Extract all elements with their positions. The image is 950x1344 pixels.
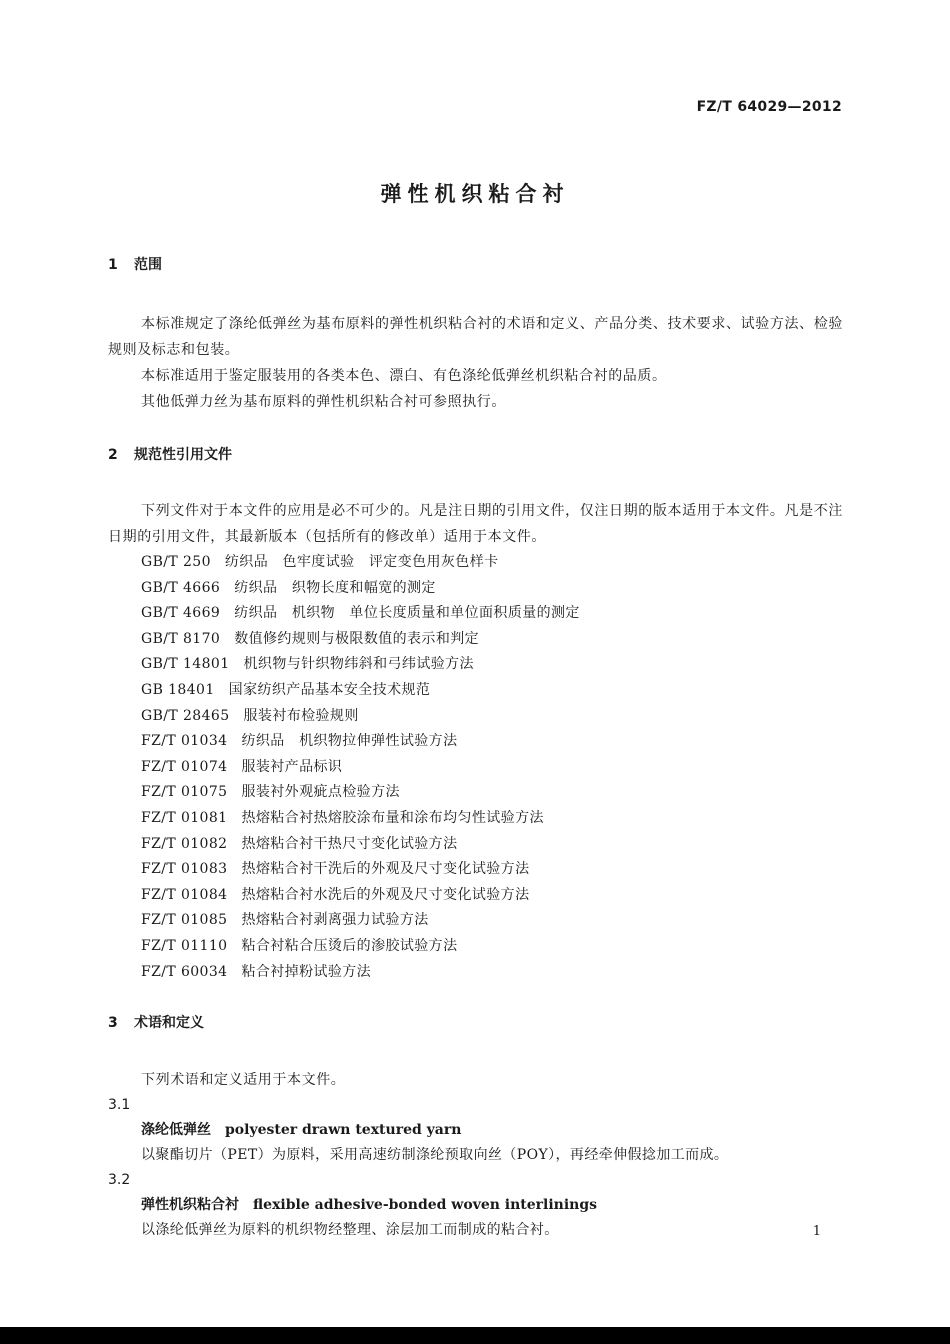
clause-number: 3.1 (108, 1097, 131, 1114)
reference-code: FZ/T 01081 (141, 809, 228, 826)
reference-title: 粘合衬粘合压烫后的渗胶试验方法 (241, 937, 458, 954)
paragraph: 其他低弹力丝为基布原料的弹性机织粘合衬可参照执行。 (141, 394, 506, 410)
reference-item (108, 908, 843, 934)
reference-code: FZ/T 01085 (141, 912, 228, 929)
term-english: polyester drawn textured yarn (225, 1122, 462, 1139)
reference-title: 服装衬外观疵点检验方法 (241, 784, 400, 801)
reference-code: GB 18401 (141, 681, 215, 698)
clause-number: 3.2 (108, 1172, 131, 1189)
section-number: 1 (108, 257, 118, 273)
paragraph: 本标准规定了涤纶低弹丝为基布原料的弹性机织粘合衬的术语和定义、产品分类、技术要求、试验方法、检验规则及标志和包装。 (108, 316, 843, 358)
reference-item (108, 934, 843, 960)
reference-title: 热熔粘合衬干洗后的外观及尺寸变化试验方法 (241, 861, 530, 878)
document-title: 弹性机织粘合衬 (380, 182, 570, 206)
reference-title: 数值修约规则与极限数值的表示和判定 (234, 630, 480, 647)
reference-code: FZ/T 01110 (141, 937, 228, 954)
reference-item (108, 652, 843, 678)
term-chinese: 涤纶低弹丝 (141, 1122, 211, 1139)
reference-code: FZ/T 01082 (141, 835, 228, 852)
reference-code: GB/T 28465 (141, 707, 230, 724)
reference-title: 粘合衬掉粉试验方法 (241, 963, 372, 980)
reference-item (108, 806, 843, 832)
term-definition: 以涤纶低弹丝为原料的机织物经整理、涂层加工而制成的粘合衬。 (141, 1222, 559, 1239)
standard-number: FZ/T 64029—2012 (696, 99, 842, 115)
reference-item (108, 832, 843, 858)
section-2-heading (108, 445, 843, 465)
reference-item (108, 883, 843, 909)
reference-title: 热熔粘合衬热熔胶涂布量和涂布均匀性试验方法 (241, 809, 544, 826)
reference-item (108, 678, 843, 704)
section-title: 术语和定义 (134, 1015, 204, 1032)
section-3-heading (108, 1013, 843, 1033)
reference-code: GB/T 14801 (141, 656, 230, 673)
reference-title: 热熔粘合衬剥离强力试验方法 (241, 912, 429, 929)
section-title: 规范性引用文件 (134, 447, 232, 463)
reference-title: 热熔粘合衬干热尺寸变化试验方法 (241, 835, 458, 852)
document-body (108, 255, 843, 1243)
reference-title: 纺织品 机织物拉伸弹性试验方法 (241, 733, 458, 750)
reference-code: FZ/T 01084 (141, 886, 228, 903)
reference-code: GB/T 250 (141, 554, 211, 570)
term-definition: 以聚酯切片（PET）为原料，采用高速纺制涤纶预取向丝（POY），再经牵伸假捻加工而成。 (141, 1147, 729, 1164)
reference-item (108, 601, 843, 627)
term-chinese: 弹性机织粘合衬 (141, 1197, 239, 1214)
reference-item (108, 729, 843, 755)
bottom-border-bar (0, 1327, 950, 1344)
reference-code: FZ/T 60034 (141, 963, 228, 980)
reference-title: 服装衬布检验规则 (243, 707, 359, 724)
reference-code: GB/T 8170 (141, 630, 221, 647)
reference-code: FZ/T 01083 (141, 861, 228, 878)
reference-code: GB/T 4666 (141, 579, 221, 596)
reference-title: 纺织品 织物长度和幅宽的测定 (234, 579, 436, 596)
reference-title: 服装衬产品标识 (241, 758, 343, 775)
page-number: 1 (812, 1224, 821, 1239)
reference-code: FZ/T 01034 (141, 733, 228, 750)
reference-item (108, 576, 843, 602)
term-entry (108, 1118, 843, 1143)
reference-code: GB/T 4669 (141, 605, 221, 622)
reference-title: 纺织品 色牢度试验 评定变色用灰色样卡 (224, 554, 499, 570)
term-entry (108, 1193, 843, 1218)
paragraph: 本标准适用于鉴定服装用的各类本色、漂白、有色涤纶低弹丝机织粘合衬的品质。 (141, 368, 667, 384)
paragraph: 下列文件对于本文件的应用是必不可少的。凡是注日期的引用文件，仅注日期的版本适用于本文件。凡是不注日期的引用文件，其最新版本（包括所有的修改单）适用于本文件。 (108, 503, 843, 545)
reference-item (108, 960, 843, 986)
reference-code: FZ/T 01075 (141, 784, 228, 801)
reference-title: 国家纺织产品基本安全技术规范 (228, 681, 431, 698)
reference-item (108, 780, 843, 806)
reference-item (108, 704, 843, 730)
section-title: 范围 (134, 257, 162, 273)
section-number: 3 (108, 1015, 118, 1032)
reference-title: 纺织品 机织物 单位长度质量和单位面积质量的测定 (234, 605, 580, 622)
reference-title: 机织物与针织物纬斜和弓纬试验方法 (243, 656, 474, 673)
reference-item (108, 550, 843, 576)
reference-item (108, 627, 843, 653)
reference-title: 热熔粘合衬水洗后的外观及尺寸变化试验方法 (241, 886, 530, 903)
term-english: flexible adhesive-bonded woven interlinings (253, 1197, 598, 1214)
section-number: 2 (108, 447, 118, 463)
reference-item (108, 755, 843, 781)
reference-item (108, 857, 843, 883)
section-1-heading (108, 255, 843, 275)
paragraph: 下列术语和定义适用于本文件。 (141, 1072, 346, 1089)
reference-code: FZ/T 01074 (141, 758, 228, 775)
